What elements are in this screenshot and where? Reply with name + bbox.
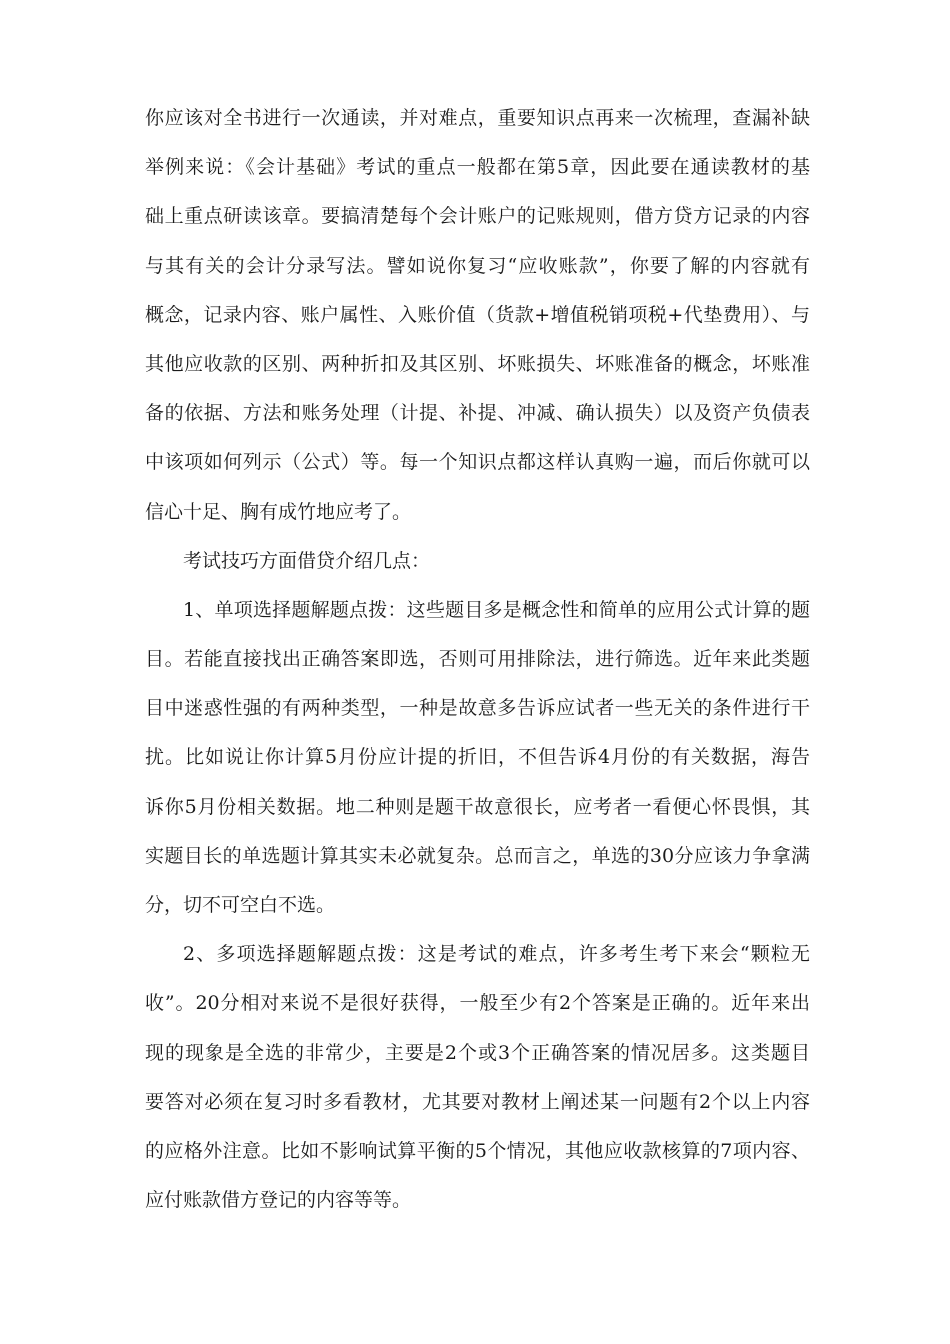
text-line: 与其有关的会计分录写法。譬如说你复习“应收账款”，你要了解的内容就有	[145, 254, 810, 277]
text-line: 1、单项选择题解题点拨：这些题目多是概念性和简单的应用公式计算的题	[183, 598, 810, 621]
text-line: 目。若能直接找出正确答案即选，否则可用排除法，进行筛选。近年来此类题	[145, 648, 810, 671]
text-line: 实题目长的单选题计算其实未必就复杂。总而言之，单选的30分应该力争拿满	[145, 844, 810, 867]
text-line: 概念，记录内容、账户属性、入账价值（货款+增值税销项税+代垫费用）、与	[145, 303, 810, 326]
text-line: 诉你5月份相关数据。地二种则是题干故意很长，应考者一看便心怀畏惧，其	[145, 795, 810, 818]
text-line: 现的现象是全选的非常少，主要是2个或3个正确答案的情况居多。这类题目	[145, 1041, 810, 1064]
text-line: 分，切不可空白不选。	[145, 894, 336, 916]
text-line: 你应该对全书进行一次通读，并对难点，重要知识点再来一次梳理，查漏补缺	[145, 107, 810, 129]
text-line: 应付账款借方登记的内容等等。	[145, 1189, 412, 1212]
text-line: 其他应收款的区别、两种折扣及其区别、坏账损失、坏账准备的概念，坏账准	[145, 352, 810, 375]
text-line: 举例来说：《会计基础》考试的重点一般都在第5章，因此要在通读教材的基	[145, 156, 810, 179]
text-line: 础上重点研读该章。要搞清楚每个会计账户的记账规则，借方贷方记录的内容	[145, 205, 810, 228]
text-line: 2、多项选择题解题点拨：这是考试的难点，许多考生考下来会“颗粒无	[183, 943, 810, 966]
text-line: 备的依据、方法和账务处理（计提、补提、冲减、确认损失）以及资产负债表	[145, 402, 810, 425]
text-line: 扰。比如说让你计算5月份应计提的折旧，不但告诉4月份的有关数据，海告	[145, 746, 810, 769]
text-line: 目中迷惑性强的有两种类型，一种是故意多告诉应试者一些无关的条件进行干	[145, 697, 810, 720]
text-line: 的应格外注意。比如不影响试算平衡的5个情况，其他应收款核算的7项内容、	[145, 1139, 810, 1162]
text-line: 中该项如何列示（公式）等。每一个知识点都这样认真购一遍，而后你就可以	[145, 451, 810, 474]
text-line: 信心十足、胸有成竹地应考了。	[145, 500, 412, 523]
body-text	[145, 94, 810, 1225]
text-line: 收”。20分相对来说不是很好获得，一般至少有2个答案是正确的。近年来出	[145, 992, 810, 1015]
text-line: 要答对必须在复习时多看教材，尤其要对教材上阐述某一问题有2个以上内容	[145, 1090, 810, 1113]
text-line: 考试技巧方面借贷介绍几点：	[183, 549, 431, 572]
